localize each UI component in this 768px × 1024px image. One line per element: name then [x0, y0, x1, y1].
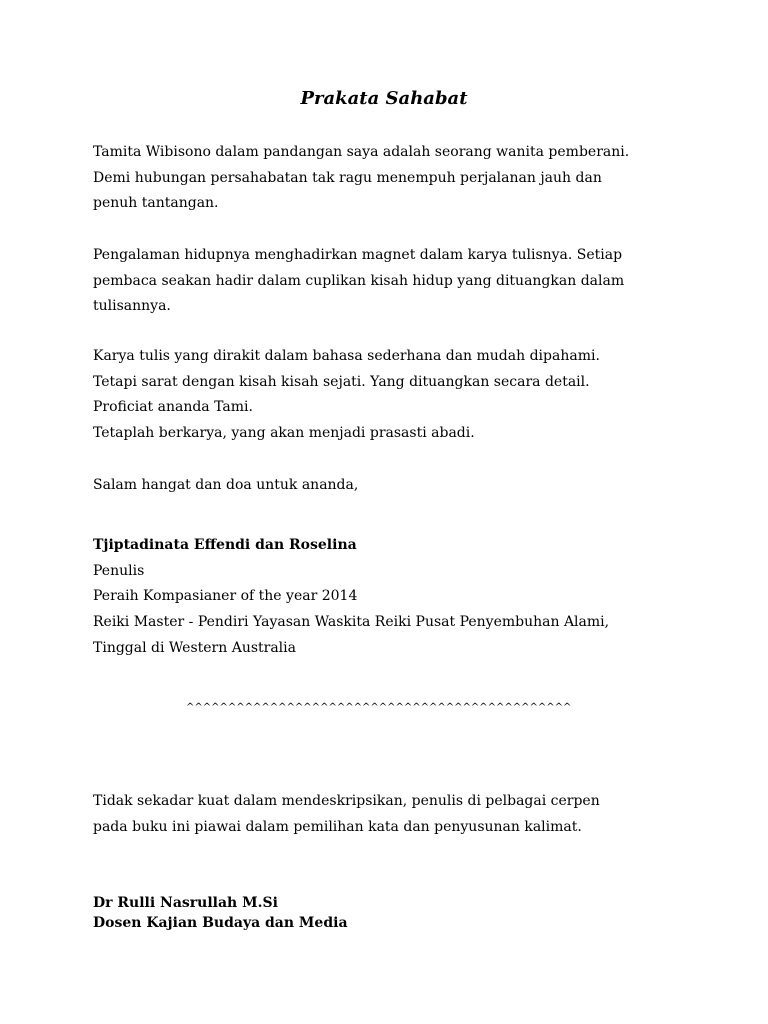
closing-text: Salam hangat dan doa untuk ananda, [93, 477, 359, 493]
separator-carets: ^^^^^^^^^^^^^^^^^^^^^^^^^^^^^^^^^^^^^^^^^^^^^^ [186, 702, 572, 713]
signature-1-line: Peraih Kompasianer of the year 2014 [93, 588, 358, 605]
paragraph-line: Demi hubungan persahabatan tak ragu menempuh perjalanan jauh dan [93, 169, 602, 186]
paragraph-line: Proficiat ananda Tami. [93, 399, 253, 416]
paragraph-3 [93, 344, 713, 447]
signature-1-line: Reiki Master - Pendiri Yayasan Waskita Reiki Pusat Penyembuhan Alami, [93, 614, 610, 631]
signature-1 [93, 533, 713, 662]
paragraph-line: Karya tulis yang dirakit dalam bahasa sederhana dan mudah dipahami. [93, 348, 600, 364]
signature-1-line: Tinggal di Western Australia [93, 639, 296, 656]
paragraph-line: Tetapi sarat dengan kisah kisah sejati. Yang dituangkan secara detail. [93, 373, 590, 390]
closing-line [93, 473, 713, 499]
paragraph-line: tulisannya. [93, 298, 171, 315]
paragraph-line: pada buku ini piawai dalam pemilihan kata dan penyusunan kalimat. [93, 818, 582, 835]
paragraph-line: Tidak sekadar kuat dalam mendeskripsikan, penulis di pelbagai cerpen [93, 793, 600, 809]
signature-2-role: Dosen Kajian Budaya dan Media [93, 915, 348, 931]
paragraph-line: pembaca seakan hadir dalam cuplikan kisah hidup yang dituangkan dalam [93, 272, 625, 289]
signature-2 [93, 893, 348, 933]
paragraph-line: Tetaplah berkarya, yang akan menjadi prasasti abadi. [93, 425, 475, 442]
signature-1-line: Penulis [93, 562, 145, 579]
paragraph-2 [93, 243, 713, 320]
paragraph-1 [93, 140, 713, 217]
paragraph-line: Tamita Wibisono dalam pandangan saya adalah seorang wanita pemberani. [93, 144, 630, 160]
paragraph-line: Pengalaman hidupnya menghadirkan magnet dalam karya tulisnya. Setiap [93, 247, 623, 263]
signature-2-name: Dr Rulli Nasrullah M.Si [93, 895, 278, 911]
page-title: Prakata Sahabat [300, 88, 468, 109]
signature-1-name: Tjiptadinata Effendi dan Roselina [93, 537, 357, 553]
paragraph-line: penuh tantangan. [93, 195, 219, 212]
paragraph-4 [93, 789, 713, 840]
